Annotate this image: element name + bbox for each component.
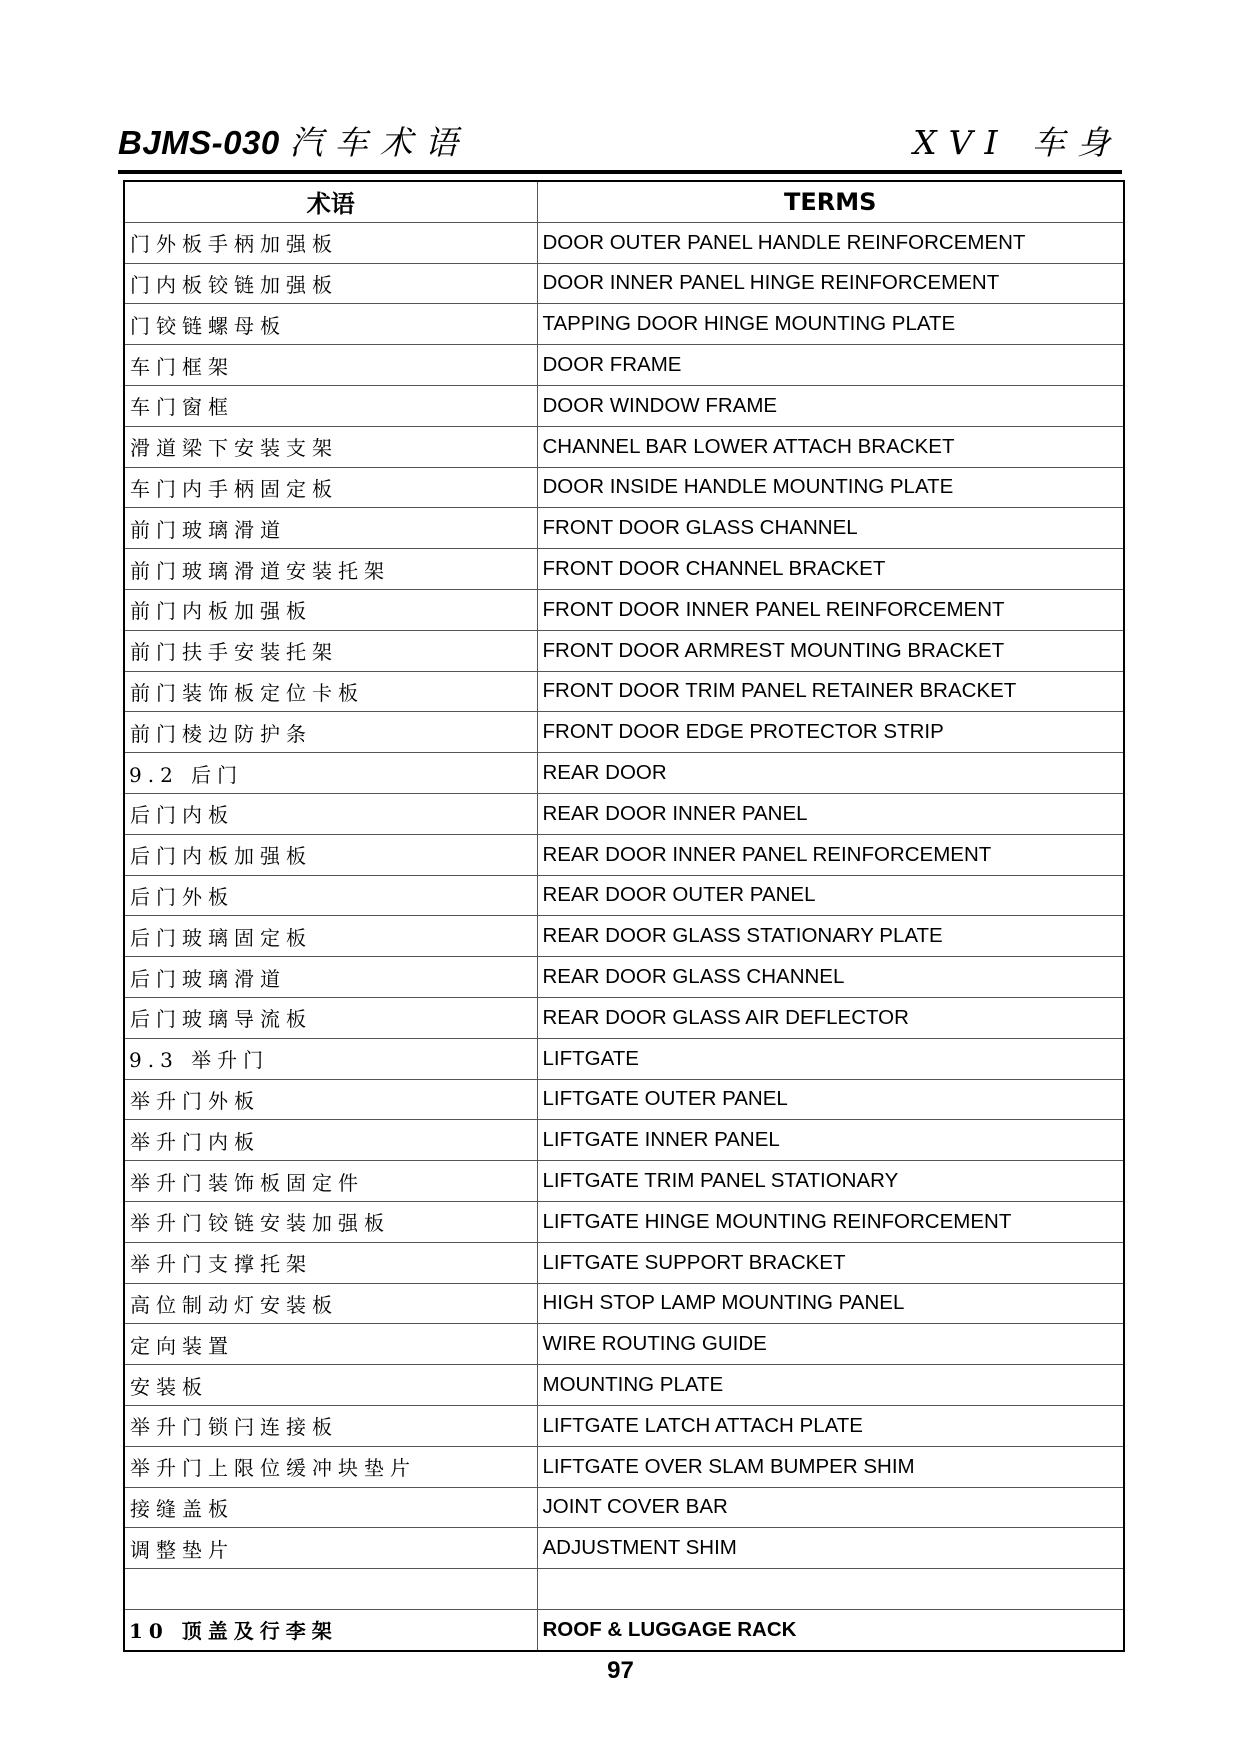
empty-cell: [124, 1569, 537, 1610]
chinese-term: 举升门支撑托架: [124, 1242, 537, 1283]
chinese-term: 安装板: [124, 1365, 537, 1406]
chinese-term: 前门玻璃滑道安装托架: [124, 549, 537, 590]
chinese-term: 举升门上限位缓冲块垫片: [124, 1446, 537, 1487]
section-row: [124, 753, 1124, 794]
english-term: FRONT DOOR GLASS CHANNEL: [537, 508, 1124, 549]
english-term: DOOR OUTER PANEL HANDLE REINFORCEMENT: [537, 222, 1124, 263]
chinese-term: 后门玻璃滑道: [124, 957, 537, 998]
table-row: [124, 916, 1124, 957]
english-term: FRONT DOOR ARMREST MOUNTING BRACKET: [537, 630, 1124, 671]
chinese-term: 举升门外板: [124, 1079, 537, 1120]
section-heading-chinese: 10 顶盖及行李架: [124, 1609, 537, 1650]
english-term: TAPPING DOOR HINGE MOUNTING PLATE: [537, 304, 1124, 345]
english-term: LIFTGATE OVER SLAM BUMPER SHIM: [537, 1446, 1124, 1487]
table-row: [124, 222, 1124, 263]
english-term: WIRE ROUTING GUIDE: [537, 1324, 1124, 1365]
english-term: LIFTGATE LATCH ATTACH PLATE: [537, 1405, 1124, 1446]
table-row: [124, 1487, 1124, 1528]
section-row: [124, 1038, 1124, 1079]
section-heading-english: REAR DOOR: [537, 753, 1124, 794]
empty-row: [124, 1569, 1124, 1610]
english-term: DOOR WINDOW FRAME: [537, 385, 1124, 426]
chinese-term: 前门玻璃滑道: [124, 508, 537, 549]
english-term: FRONT DOOR EDGE PROTECTOR STRIP: [537, 712, 1124, 753]
table-row: [124, 263, 1124, 304]
page-number: 97: [607, 1657, 634, 1684]
english-term: ADJUSTMENT SHIM: [537, 1528, 1124, 1569]
english-term: LIFTGATE HINGE MOUNTING REINFORCEMENT: [537, 1201, 1124, 1242]
table-row: [124, 467, 1124, 508]
table-row: [124, 1528, 1124, 1569]
section-heading-english: ROOF & LUGGAGE RACK: [537, 1609, 1124, 1650]
header-rule: [118, 170, 1122, 174]
chinese-term: 车门内手柄固定板: [124, 467, 537, 508]
english-term: REAR DOOR GLASS CHANNEL: [537, 957, 1124, 998]
table-row: [124, 1079, 1124, 1120]
english-term: REAR DOOR GLASS STATIONARY PLATE: [537, 916, 1124, 957]
table-row: [124, 1161, 1124, 1202]
chinese-term: 前门内板加强板: [124, 589, 537, 630]
section-row: [124, 1609, 1124, 1650]
table-row: [124, 1120, 1124, 1161]
chinese-term: 门外板手柄加强板: [124, 222, 537, 263]
column-header-terms: TERMS: [537, 181, 1124, 222]
chinese-term: 车门窗框: [124, 385, 537, 426]
table-row: [124, 997, 1124, 1038]
english-term: DOOR FRAME: [537, 345, 1124, 386]
chinese-term: 门铰链螺母板: [124, 304, 537, 345]
table-header-row: [124, 181, 1124, 222]
table-row: [124, 1201, 1124, 1242]
chinese-term: 举升门内板: [124, 1120, 537, 1161]
chinese-term: 滑道梁下安装支架: [124, 426, 537, 467]
table-row: [124, 630, 1124, 671]
english-term: DOOR INSIDE HANDLE MOUNTING PLATE: [537, 467, 1124, 508]
table-row: [124, 793, 1124, 834]
english-term: REAR DOOR OUTER PANEL: [537, 875, 1124, 916]
english-term: LIFTGATE INNER PANEL: [537, 1120, 1124, 1161]
section-heading-english: LIFTGATE: [537, 1038, 1124, 1079]
english-term: CHANNEL BAR LOWER ATTACH BRACKET: [537, 426, 1124, 467]
doc-title: 汽车术语: [289, 123, 470, 162]
empty-cell: [537, 1569, 1124, 1610]
table-row: [124, 1405, 1124, 1446]
page-header: [118, 118, 1122, 164]
table-row: [124, 671, 1124, 712]
table-row: [124, 1242, 1124, 1283]
section-heading-chinese: 9.3 举升门: [124, 1038, 537, 1079]
chinese-term: 定向装置: [124, 1324, 537, 1365]
english-term: REAR DOOR INNER PANEL REINFORCEMENT: [537, 834, 1124, 875]
section-heading-chinese: 9.2 后门: [124, 753, 537, 794]
table-row: [124, 1324, 1124, 1365]
english-term: REAR DOOR INNER PANEL: [537, 793, 1124, 834]
english-term: HIGH STOP LAMP MOUNTING PANEL: [537, 1283, 1124, 1324]
english-term: REAR DOOR GLASS AIR DEFLECTOR: [537, 997, 1124, 1038]
chinese-term: 后门内板加强板: [124, 834, 537, 875]
table-row: [124, 589, 1124, 630]
english-term: DOOR INNER PANEL HINGE REINFORCEMENT: [537, 263, 1124, 304]
table-row: [124, 549, 1124, 590]
section-title: XVI 车身: [913, 123, 1122, 162]
chinese-term: 接缝盖板: [124, 1487, 537, 1528]
table-row: [124, 345, 1124, 386]
chinese-term: 举升门铰链安装加强板: [124, 1201, 537, 1242]
table-row: [124, 1365, 1124, 1406]
table-row: [124, 385, 1124, 426]
english-term: JOINT COVER BAR: [537, 1487, 1124, 1528]
table-row: [124, 1446, 1124, 1487]
column-header-chinese: 术语: [124, 181, 537, 222]
english-term: FRONT DOOR CHANNEL BRACKET: [537, 549, 1124, 590]
doc-code: BJMS-030: [118, 124, 280, 161]
chinese-term: 高位制动灯安装板: [124, 1283, 537, 1324]
chinese-term: 前门扶手安装托架: [124, 630, 537, 671]
chinese-term: 后门内板: [124, 793, 537, 834]
table-row: [124, 304, 1124, 345]
chinese-term: 前门装饰板定位卡板: [124, 671, 537, 712]
table-row: [124, 834, 1124, 875]
english-term: LIFTGATE SUPPORT BRACKET: [537, 1242, 1124, 1283]
chinese-term: 后门玻璃导流板: [124, 997, 537, 1038]
chinese-term: 调整垫片: [124, 1528, 537, 1569]
table-row: [124, 712, 1124, 753]
terms-table: [123, 180, 1125, 1652]
header-left: [118, 117, 470, 164]
table-row: [124, 426, 1124, 467]
chinese-term: 后门外板: [124, 875, 537, 916]
english-term: MOUNTING PLATE: [537, 1365, 1124, 1406]
english-term: LIFTGATE OUTER PANEL: [537, 1079, 1124, 1120]
table-row: [124, 1283, 1124, 1324]
chinese-term: 车门框架: [124, 345, 537, 386]
chinese-term: 门内板铰链加强板: [124, 263, 537, 304]
chinese-term: 后门玻璃固定板: [124, 916, 537, 957]
english-term: FRONT DOOR INNER PANEL REINFORCEMENT: [537, 589, 1124, 630]
english-term: LIFTGATE TRIM PANEL STATIONARY: [537, 1161, 1124, 1202]
table-row: [124, 957, 1124, 998]
table-row: [124, 508, 1124, 549]
table-row: [124, 875, 1124, 916]
chinese-term: 举升门锁闩连接板: [124, 1405, 537, 1446]
chinese-term: 前门棱边防护条: [124, 712, 537, 753]
english-term: FRONT DOOR TRIM PANEL RETAINER BRACKET: [537, 671, 1124, 712]
chinese-term: 举升门装饰板固定件: [124, 1161, 537, 1202]
